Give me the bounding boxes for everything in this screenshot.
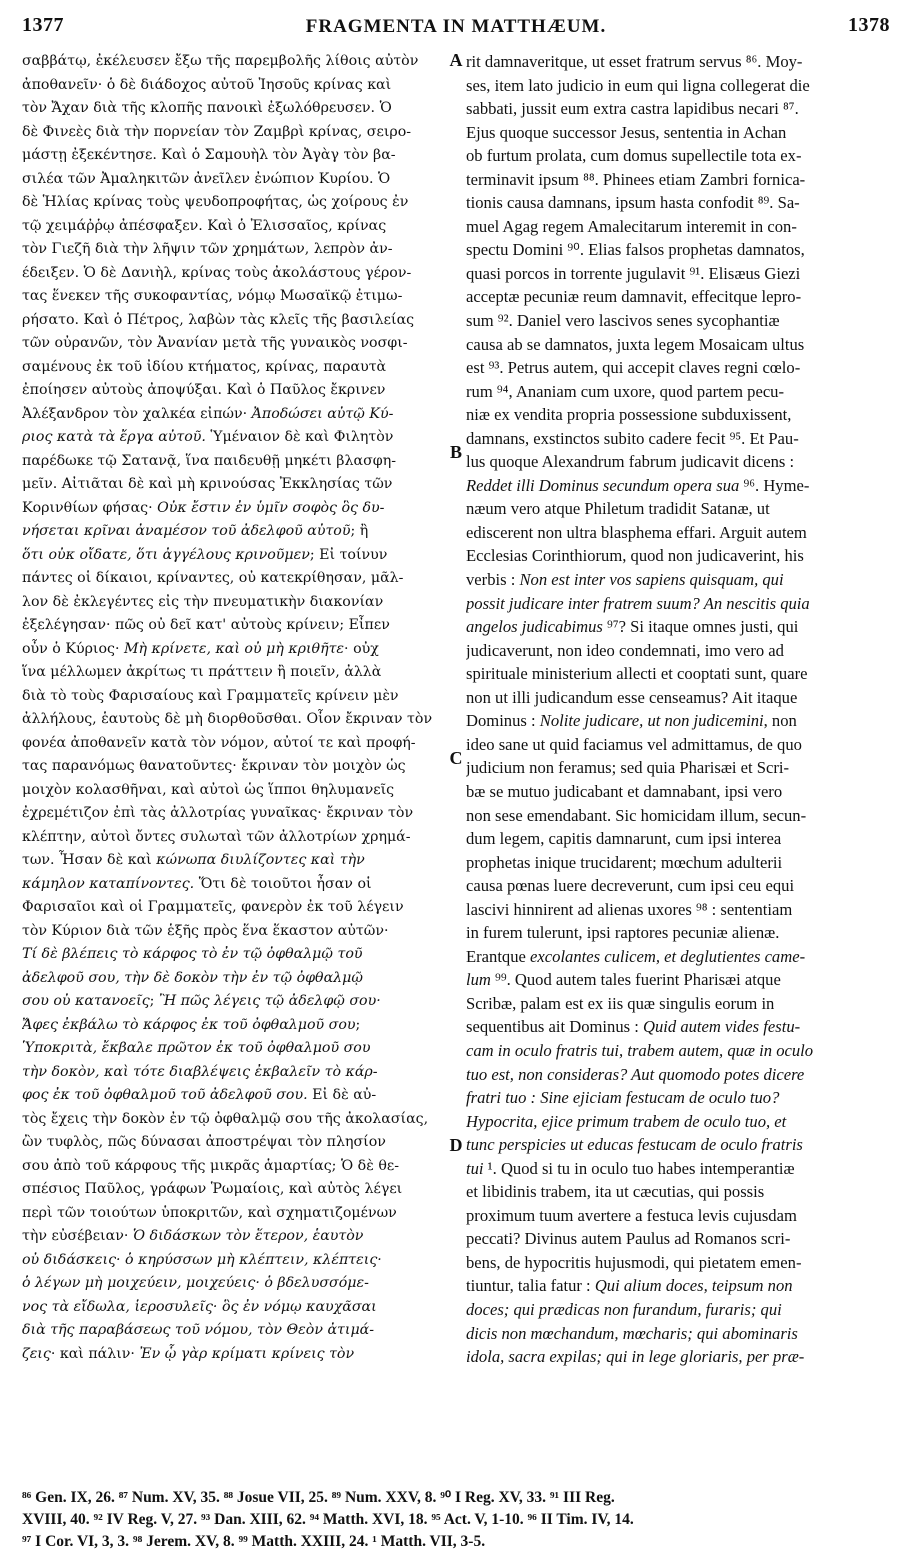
latin-text-line: terminavit ipsum ⁸⁸. Phinees etiam Zambri fornica- [466,169,806,189]
greek-text-line: ἀδελφοῦ σου, τὴν δὲ δοκὸν τὴν ἐν τῷ ὀφθαλμῷ [22,969,363,986]
latin-text-line: causa ab se damnatos, juxta legem Mosaicam ultus [466,334,805,354]
greek-text-line: διὰ τῆς παραβάσεως τοῦ νόμου, τὸν Θεὸν ἀτιμά- [22,1322,375,1338]
latin-text-line: doces; qui prædicas non furandum, furaris; qui [466,1299,782,1319]
latin-text-line: Ecclesias Corinthiorum, quod non judicaverint, his [466,546,804,566]
latin-text-line: spectu Domini ⁹⁰. Elias falsos prophetas damnatos, [466,240,805,260]
latin-text-line: quasi porcos in torrente jugulavit ⁹¹. Elisæus Giezi [466,263,801,283]
latin-text-line: judicaverunt, non ideo condemnati, imo vero ad [466,640,784,660]
latin-text-line: bæ se mutuo judicabant et damnabant, ipsi vero [466,781,783,801]
greek-text-line: τὸν Ἄχαν διὰ τῆς κλοπῆς πανοικὶ ἐξωλόθρευσεν. Ὁ [22,100,392,116]
section-marker-a: A [449,50,463,70]
section-marker-c: C [449,748,463,768]
latin-text-line: tui ¹. Quod si tu in oculo tuo habes intemperantiæ [466,1158,795,1178]
latin-text-line: dum legem, capitis damnarunt, cum ipsi interea [466,829,782,849]
greek-text-line: ὅτι οὐκ οἴδατε, ὅτι ἀγγέλους κρινοῦμεν; Εἰ τοίνυν [22,546,388,563]
greek-text-line: σου οὐ κατανοεῖς; Ἢ πῶς λέγεις τῷ ἀδελφῷ σου· [22,993,381,1009]
latin-text-line: possit judicare inter fratrem suum? An nescitis quia [466,593,810,613]
greek-text-line: τῶν οὐρανῶν, τὸν Ἀνανίαν μετὰ τῆς γυναικὸς νοσφι- [22,335,408,351]
greek-text-line: σαμένους ἐκ τοῦ ἰδίου κτήματος, κρίνας, παραυτὰ [22,358,387,375]
latin-text-line: sequentibus ait Dominus : Quid autem vides festu- [466,1017,801,1037]
section-marker-b: B [449,442,462,462]
latin-text-line: acceptæ pecuniæ reum damnavit, effecitque lepro- [466,287,802,307]
greek-text-line: περὶ τῶν τοιούτων ὑποκριτῶν, καὶ σχηματιζομένων [22,1204,397,1221]
latin-text-line: rum ⁹⁴, Ananiam cum uxore, quod partem pecu- [466,381,785,401]
latin-text-line: non sese emendabant. Sic homicidam illum, secun- [466,805,807,825]
latin-text-line: et libidinis trabem, ita ut cæcutias, qui possis [466,1182,765,1202]
latin-text-line: proximum tuum avertere a festuca levis cujusdam [466,1205,797,1225]
greek-text-line: τὸς ἔχεις τὴν δοκὸν ἐν τῷ ὀφθαλμῷ σου τῆς ἀκολασίας, [22,1110,429,1127]
greek-text-line: κλέπτην, αὐτοὶ ὄντες συλωταὶ τῶν ἀλλοτρίων χρημά- [22,828,411,845]
latin-text-line: idola, sacra expilas; qui in lege gloriaris, per præ- [466,1347,805,1367]
latin-text-line: niæ ex vendita propria possessione subduxissent, [466,405,792,425]
greek-text-line: σπέσιος Παῦλος, γράφων Ῥωμαίοις, καὶ αὐτὸς λέγει [22,1181,403,1197]
greek-text-line: κάμηλον καταπίνοντες. Ὅτι δὲ τοιοῦτοι ἦσαν οἱ [22,875,372,892]
greek-text-line: σου ἀπὸ τοῦ κάρφους τῆς μικρᾶς ἁμαρτίας; Ὁ δὲ θε- [22,1157,400,1174]
latin-text-line: lus quoque Alexandrum fabrum judicavit dicens : [466,452,795,472]
greek-text-line: ριος κατὰ τὰ ἔργα αὐτοῦ. Ὑμέναιον δὲ καὶ Φιλητὸν [22,429,394,445]
latin-text-line: verbis : Non est inter vos sapiens quisquam, qui [466,570,784,590]
footnote-line: ⁸⁶ Gen. IX, 26. ⁸⁷ Num. XV, 35. ⁸⁸ Josue VII, 25. ⁸⁹ Num. XXV, 8. ⁹⁰ I Reg. XV, 33. ⁹¹ III Reg. [22,1489,615,1506]
greek-text-line: λον δὲ ἐκλεγέντες εἰς τὴν πνευματικὴν διακονίαν [22,593,384,610]
latin-text-line: ob furtum prolata, cum domus supellectile tota ex- [466,146,802,166]
page-number-left: 1377 [22,14,64,36]
greek-text-line: τας ἕνεκεν τῆς συκοφαντίας, νόμῳ Μωσαϊκῷ ἐτιμω- [22,288,403,304]
greek-text-line: ἐχρεμέτιζον ἐπὶ τὰς ἀλλοτρίας γυναῖκας· ἔκριναν τὸν [22,805,414,821]
greek-text-line: τὸν Κύριον διὰ τῶν ἑξῆς πρὸς ἕνα ἕκαστον αὐτῶν· [22,922,389,939]
latin-text-line: bens, de hypocritis hujusmodi, qui pietatem emen- [466,1252,802,1272]
latin-text-line: tuo est, non consideras? Aut quomodo potes dicere [466,1064,805,1084]
latin-text-line: non ut illi judicandum esse censeamus? Ait itaque [466,687,798,707]
greek-text-line: τὸν Γιεζῆ διὰ τὴν λῆψιν τῶν χρημάτων, λεπρὸν ἀν- [22,241,393,257]
latin-text-line: lascivi hinnirent ad alienas uxores ⁹⁸ : sententiam [466,899,793,919]
latin-text-line: dicis non mœchandum, mœcharis; qui abominaris [466,1323,798,1343]
greek-text-line: τὴν δοκὸν, καὶ τότε διαβλέψεις ἐκβαλεῖν τὸ κάρ- [22,1063,378,1080]
greek-text-line: Ὑποκριτὰ, ἔκβαλε πρῶτον ἐκ τοῦ ὀφθαλμοῦ σου [22,1040,371,1056]
greek-text-line: έδειξεν. Ὁ δὲ Δανιὴλ, κρίνας τοὺς ἀκολάστους γέρον- [22,264,412,281]
latin-text-line: prophetas inique trucidarent; mœchum adulterii [466,852,783,872]
footnote-line: XVIII, 40. ⁹² IV Reg. V, 27. ⁹³ Dan. XIII, 62. ⁹⁴ Matth. XVI, 18. ⁹⁵ Act. V, 1-10. ⁹⁶ II Tim. IV, 14. [22,1511,634,1528]
section-marker-d: D [449,1135,463,1155]
greek-text-line: ὁ λέγων μὴ μοιχεύειν, μοιχεύεις· ὁ βδελυσσόμε- [22,1275,369,1291]
greek-text-line: δὲ Ἡλίας κρίνας τοὺς ψευδοπροφήτας, ὡς χοίρους ἐν [22,194,409,210]
greek-text-line: δὲ Φινεὲς διὰ τὴν πορνείαν τὸν Ζαμβρὶ κρίνας, σειρο- [22,123,412,140]
greek-text-line: Τί δὲ βλέπεις τὸ κάρφος τὸ ἐν τῷ ὀφθαλμῷ τοῦ [22,946,363,962]
footnote-line: ⁹⁷ I Cor. VI, 3, 3. ⁹⁸ Jerem. XV, 8. ⁹⁹ Matth. XXIII, 24. ¹ Matth. VII, 3-5. [22,1533,486,1550]
running-header [22,14,890,44]
latin-text-line: causa pœnas luere decreverunt, cum ipsi ceu equi [466,876,795,896]
greek-text-line: οὖν ὁ Κύριος· Μὴ κρίνετε, καὶ οὐ μὴ κριθῆτε· οὐχ [22,640,379,657]
greek-text-line: σιλέα τῶν Ἀμαληκιτῶν ἀνεῖλεν ἐνώπιον Κυρίου. Ὁ [22,170,391,187]
latin-text-line: Hypocrita, ejice primum trabem de oculo tuo, et [466,1111,787,1131]
greek-text-line: νος τὰ εἴδωλα, ἱεροσυλεῖς· ὃς ἐν νόμῳ καυχᾶσαι [22,1298,377,1315]
latin-text-line: Scribæ, palam est ex iis quæ singulis eorum in [466,993,775,1013]
latin-text-line: angelos judicabimus ⁹⁷? Si itaque omnes justi, qui [466,617,799,637]
latin-text-line: peccati? Divinus autem Paulus ad Romanos scri- [466,1229,791,1249]
greek-text-line: ζεις· καὶ πάλιν· Ἐν ᾧ γὰρ κρίματι κρίνεις τὸν [22,1345,355,1362]
greek-text-line: Κορινθίων φήσας· Οὐκ ἔστιν ἐν ὑμῖν σοφὸς ὃς δυ- [22,499,385,516]
latin-text-line: fratri tuo : Sine ejiciam festucam de oculo tuo? [466,1088,780,1108]
greek-text-line: φος ἐκ τοῦ ὀφθαλμοῦ τοῦ ἀδελφοῦ σου. Εἰ δὲ αὐ- [22,1087,377,1103]
greek-text-line: ἀποθανεῖν· ὁ δὲ διάδοχος αὐτοῦ Ἰησοῦς κρίνας καὶ [22,76,392,93]
latin-text-line: tionis causa damnans, ipsum hasta confodit ⁸⁹. Sa- [466,193,800,213]
latin-text-line: ses, item lato judicio in eum qui ligna collegerat die [466,75,810,95]
greek-text-line: μοιχὸν κολασθῆναι, καὶ αὐτοὶ ὡς ἵπποι θηλυμανεῖς [22,781,395,798]
greek-text-line: τας παρανόμως θανατοῦντες· ἔκριναν τὸν μοιχὸν ὡς [22,758,406,774]
latin-text-line: est ⁹³. Petrus autem, qui accepit claves regni cœlo- [466,358,801,378]
greek-text-line: τὴν εὐσέβειαν· Ὁ διδάσκων τὸν ἕτερον, ἑαυτὸν [22,1228,364,1244]
greek-text-line: Ἄφες ἐκβάλω τὸ κάρφος ἐκ τοῦ ὀφθαλμοῦ σου; [22,1016,361,1033]
latin-text-line: ideo sane ut quid faciamus vel admittamus, de quo [466,734,802,754]
running-title: FRAGMENTA IN MATTHÆUM. [305,16,607,37]
latin-text-line: judicium non feramus; sed quia Pharisæi et Scri- [466,758,790,778]
latin-text-column [466,50,896,1369]
latin-text-line: muel Agag regem Amalecitarum interemit in con- [466,216,797,236]
latin-text-line: cam in oculo fratris tui, trabem autem, quæ in oculo [466,1040,814,1060]
greek-text-line: παρέδωκε τῷ Σατανᾷ, ἵνα παιδευθῇ μηκέτι βλασφη- [22,452,396,469]
greek-text-line: οὐ διδάσκεις· ὁ κηρύσσων μὴ κλέπτειν, κλέπτεις· [22,1251,382,1268]
greek-text-line: ἵνα μέλλωμεν ἀκρίτως τι πράττειν ἢ ποιεῖν, ἀλλὰ [22,664,382,680]
latin-text-line: tunc perspicies ut educas festucam de oculo fratris [466,1135,803,1155]
greek-text-line: σαββάτῳ, ἐκέλευσεν ἔξω τῆς παρεμβολῆς λίθοις αὐτὸν [22,53,419,69]
greek-text-line: των. Ἦσαν δὲ καὶ κώνωπα διυλίζοντες καὶ τὴν [22,852,365,868]
latin-text-line: ediscerent non ultra blasphema effari. Arguit autem [466,522,807,542]
latin-text-line: in furem tulerunt, ipsi raptores pecuniæ alienæ. [466,923,780,943]
latin-text-line: Erantque excolantes culicem, et deglutientes came- [466,946,806,966]
greek-text-line: μεῖν. Αἰτιᾶται δὲ καὶ μὴ κρινούσας Ἐκκλησίας τῶν [22,476,393,492]
greek-text-line: νήσεται κρῖναι ἀναμέσον τοῦ ἀδελφοῦ αὐτοῦ; ἢ [22,523,369,539]
footnotes [22,1487,902,1553]
latin-text-line: rit damnaveritque, ut esset fratrum servus ⁸⁶. Moy- [466,52,803,71]
greek-text-line: διὰ τὸ τοὺς Φαρισαίους καὶ Γραμματεῖς κρίνειν μὲν [22,687,399,704]
latin-text-line: damnans, exstinctos subito cadere fecit ⁹⁵. Et Pau- [466,428,799,448]
latin-text-line: sabbati, jussit eum extra castra lapidibus necari ⁸⁷. [466,99,799,119]
greek-text-line: ἐποίησεν αὐτοὺς ἀποψύξαι. Καὶ ὁ Παῦλος ἔκρινεν [22,382,386,398]
greek-text-line: μάστῃ ἐξεκέντησε. Καὶ ὁ Σαμουὴλ τὸν Ἀγὰγ τὸν βα- [22,147,396,163]
page-number-right: 1378 [848,14,890,36]
greek-text-line: ρήσατο. Καὶ ὁ Πέτρος, λαβὼν τὰς κλεῖς τῆς βασιλείας [22,311,415,328]
greek-text-line: Φαρισαῖοι καὶ οἱ Γραμματεῖς, φανερὸν ἐκ τοῦ λέγειν [22,899,404,915]
greek-text-line: ὢν τυφλὸς, πῶς δύνασαι ἀποστρέψαι τὸν πλησίον [22,1134,386,1150]
latin-text-line: Dominus : Nolite judicare, ut non judicemini, non [466,711,797,731]
greek-text-line: ἀλλήλους, ἑαυτοὺς δὲ μὴ διορθοῦσθαι. Οἷον ἔκριναν τὸν [22,711,433,727]
greek-text-line: πάντες οἱ δίκαιοι, κρίναντες, οὐ κατεκρίθησαν, μᾶλ- [22,570,404,586]
latin-text-line: lum ⁹⁹. Quod autem tales fuerint Pharisæi atque [466,970,781,990]
latin-text-line: næum vero atque Philetum tradidit Satanæ, ut [466,499,770,519]
latin-text-line: Ejus quoque successor Jesus, sententia in Achan [466,122,787,142]
latin-text-line: sum ⁹². Daniel vero lascivos senes sycophantiæ [466,311,780,331]
latin-text-line: spirituale ministerium allecti et cooptati sunt, quare [466,664,808,684]
greek-text-column [22,50,440,1366]
greek-text-line: φονέα ἀποθανεῖν κατὰ τὸν νόμον, αὐτοί τε καὶ προφή- [22,734,416,751]
greek-text-line: Ἀλέξανδρον τὸν χαλκέα εἰπών· Ἀποδώσει αὐτῷ Κύ- [22,405,394,422]
greek-text-line: τῷ χειμάῤῥῳ ἀπέσφαξεν. Καὶ ὁ Ἐλισσαῖος, κρίνας [22,217,387,234]
latin-text-line: Reddet illi Dominus secundum opera sua ⁹⁶. Hyme- [466,475,810,495]
greek-text-line: ἐξελέγησαν· πῶς οὐ δεῖ κατ' αὐτοὺς κρίνειν; Εἶπεν [22,617,390,633]
latin-text-line: tiuntur, talia fatur : Qui alium doces, teipsum non [466,1276,793,1296]
